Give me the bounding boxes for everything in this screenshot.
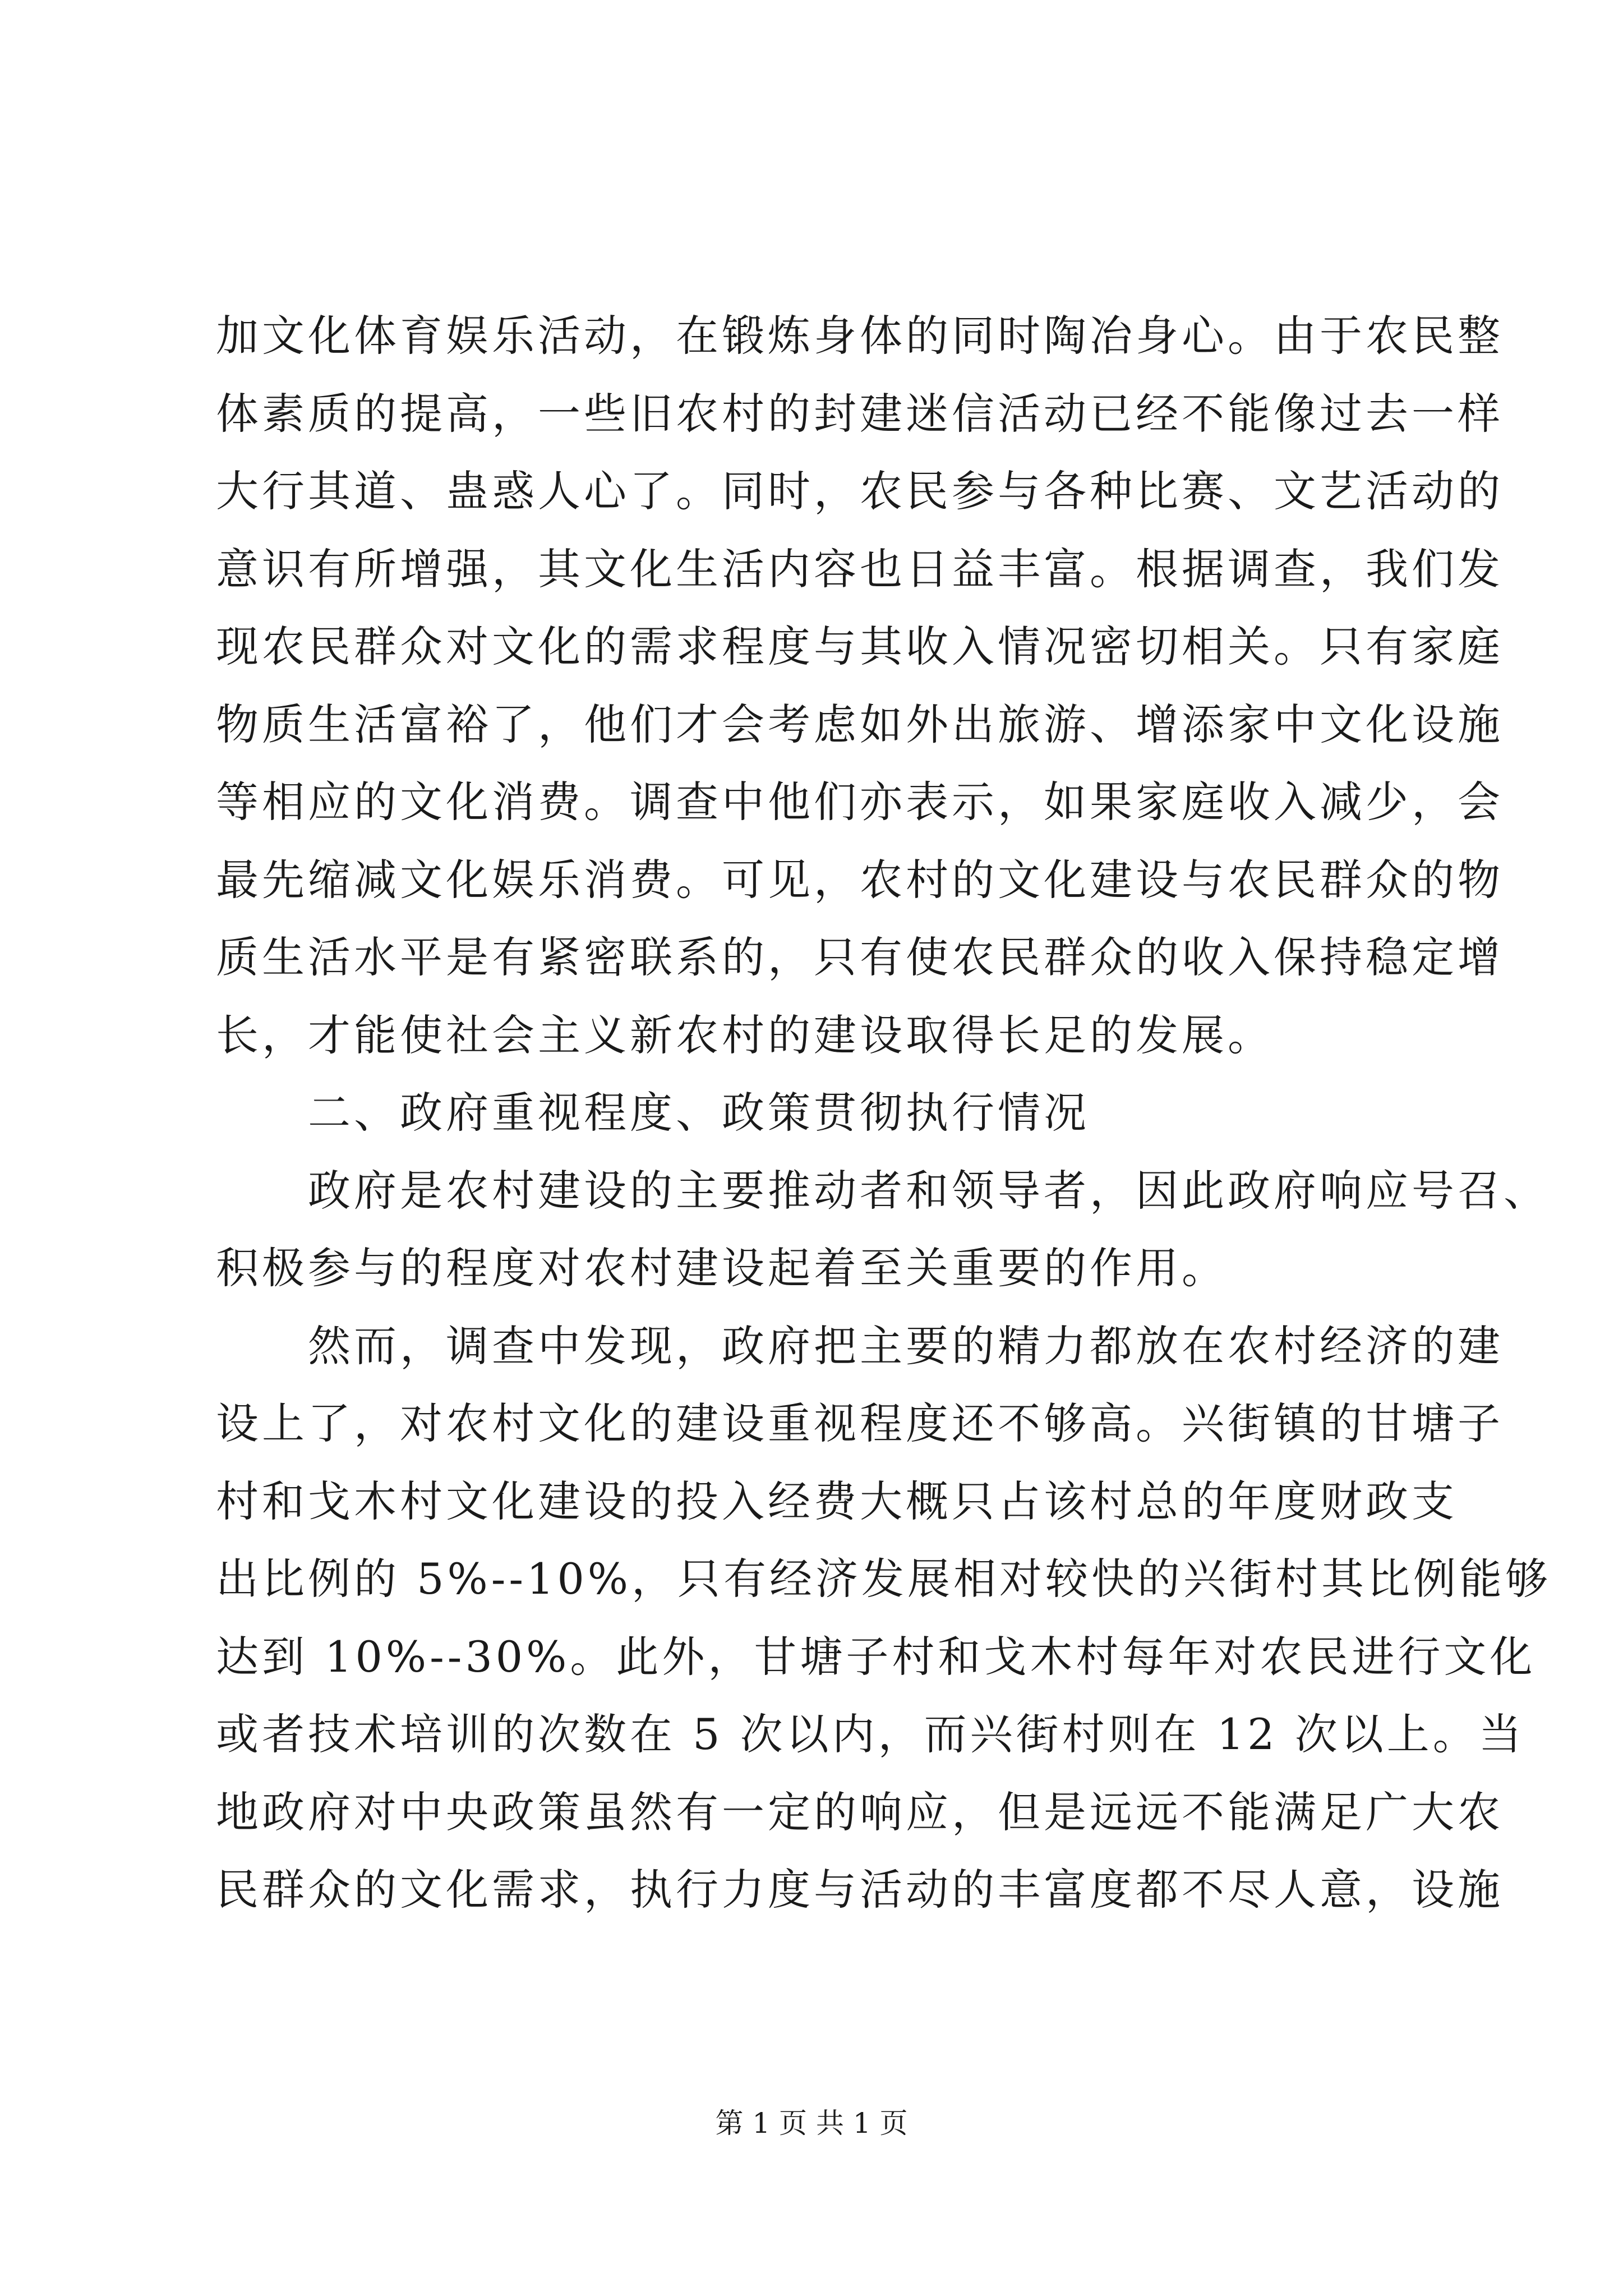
text-line: 设上了，对农村文化的建设重视程度还不够高。兴街镇的甘塘子 [216, 1398, 1504, 1448]
text-line: 现农民群众对文化的需求程度与其收入情况密切相关。只有家庭 [216, 622, 1504, 671]
text-line: 政府是农村建设的主要推动者和领导者，因此政府响应号召、 [216, 1165, 1550, 1216]
text-line: 加文化体育娱乐活动，在锻炼身体的同时陶冶身心。由于农民整 [216, 311, 1504, 361]
text-line: 大行其道、蛊惑人心了。同时，农民参与各种比赛、文艺活动的 [216, 466, 1504, 516]
text-line: 体素质的提高，一些旧农村的封建迷信活动已经不能像过去一样 [216, 388, 1504, 439]
text-line: 民群众的文化需求，执行力度与活动的丰富度都不尽人意，设施 [216, 1865, 1504, 1915]
text-line: 出比例的 5%--10%，只有经济发展相对较快的兴街村其比例能够 [216, 1554, 1552, 1604]
text-line: 等相应的文化消费。调查中他们亦表示，如果家庭收入减少，会 [216, 777, 1504, 827]
document-body [216, 297, 1552, 1929]
text-line: 最先缩减文化娱乐消费。可见，农村的文化建设与农民群众的物 [216, 854, 1504, 905]
text-line: 然而，调查中发现，政府把主要的精力都放在农村经济的建 [216, 1320, 1504, 1371]
text-line: 质生活水平是有紧密联系的，只有使农民群众的收入保持稳定增 [216, 932, 1504, 982]
page-number-footer: 第 1 页 共 1 页 [715, 2107, 908, 2139]
text-line: 地政府对中央政策虽然有一定的响应，但是远远不能满足广大农 [216, 1787, 1504, 1837]
text-line: 意识有所增强，其文化生活内容也日益丰富。根据调查，我们发 [216, 544, 1504, 594]
text-line: 村和戈木村文化建设的投入经费大概只占该村总的年度财政支 [216, 1476, 1458, 1526]
text-line: 物质生活富裕了，他们才会考虑如外出旅游、增添家中文化设施 [216, 699, 1504, 749]
section-heading: 二、政府重视程度、政策贯彻执行情况 [216, 1088, 1090, 1138]
text-line: 积极参与的程度对农村建设起着至关重要的作用。 [216, 1243, 1228, 1293]
text-line: 或者技术培训的次数在 5 次以内，而兴街村则在 12 次以上。当 [216, 1709, 1525, 1759]
text-line: 长，才能使社会主义新农村的建设取得长足的发展。 [216, 1010, 1274, 1060]
text-line: 达到 10%--30%。此外，甘塘子村和戈木村每年对农民进行文化 [216, 1631, 1536, 1682]
